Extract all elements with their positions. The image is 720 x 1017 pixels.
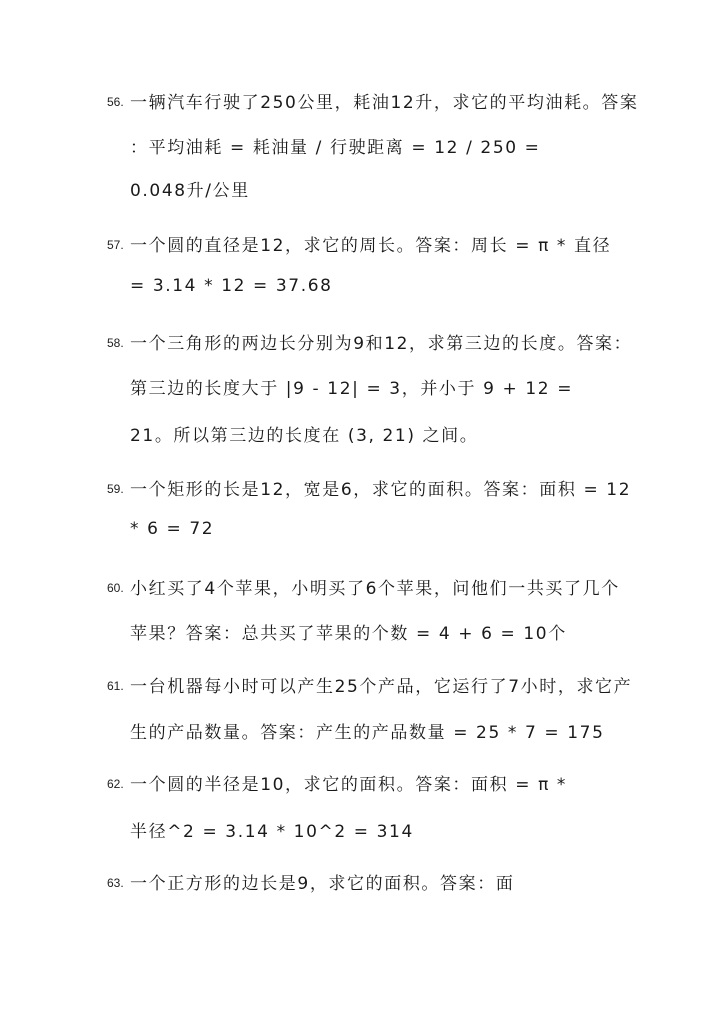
question-number: 56. xyxy=(107,95,124,109)
question-number: 61. xyxy=(107,679,124,693)
question-line: = 3.14 * 12 = 37.68 xyxy=(130,276,333,296)
question-line: 第三边的长度大于 |9 - 12| = 3，并小于 9 + 12 = xyxy=(130,379,574,399)
question-line: 0.048升/公里 xyxy=(130,181,250,201)
question-line: 一台机器每小时可以产生25个产品，它运行了7小时，求它产 xyxy=(130,677,633,697)
question-line: ：平均油耗 = 耗油量 / 行驶距离 = 12 / 250 = xyxy=(130,138,541,158)
question-number: 63. xyxy=(107,876,124,890)
question-line: 一个圆的半径是10，求它的面积。答案：面积 = π * xyxy=(130,775,568,795)
question-line: 半径^2 = 3.14 * 10^2 = 314 xyxy=(130,822,414,842)
question-line: 一个圆的直径是12，求它的周长。答案：周长 = π * 直径 xyxy=(130,236,612,256)
question-number: 58. xyxy=(107,336,124,350)
question-line: 苹果？答案：总共买了苹果的个数 = 4 + 6 = 10个 xyxy=(130,624,567,644)
question-number: 60. xyxy=(107,581,124,595)
question-line: 一辆汽车行驶了250公里，耗油12升，求它的平均油耗。答案 xyxy=(130,93,639,113)
question-line: * 6 = 72 xyxy=(130,519,215,539)
question-line: 21。所以第三边的长度在 (3, 21) 之间。 xyxy=(130,426,479,446)
question-line: 一个正方形的边长是9，求它的面积。答案：面 xyxy=(130,874,515,894)
question-number: 59. xyxy=(107,482,124,496)
question-line: 一个三角形的两边长分别为9和12，求第三边的长度。答案： xyxy=(130,334,633,354)
question-line: 小红买了4个苹果，小明买了6个苹果，问他们一共买了几个 xyxy=(130,579,620,599)
question-number: 62. xyxy=(107,777,124,791)
question-line: 生的产品数量。答案：产生的产品数量 = 25 * 7 = 175 xyxy=(130,723,605,743)
question-number: 57. xyxy=(107,238,124,252)
question-line: 一个矩形的长是12，宽是6，求它的面积。答案：面积 = 12 xyxy=(130,480,632,500)
